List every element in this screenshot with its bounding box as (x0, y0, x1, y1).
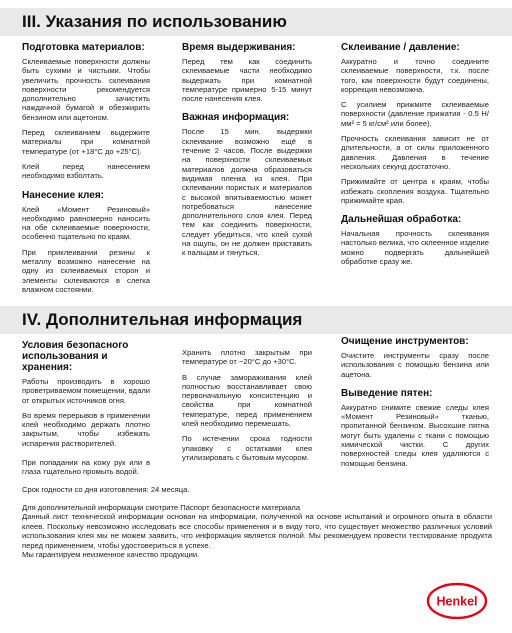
important-info-paragraph: После 15 мин. выдержки склеивание возможно ещё в течение 2 часов. После выдержки на поверхности склеиваемых материалов должна образоваться видимая пленка из клея. При склеивании пористых и материалов с высокой впитываемостью может потребоваться нанесение дополнительного слоя клея. Перед тем как соединить поверхности, следует убедиться, что клей сухой на ощупь, он не должен приставать к пальцам и тянуться. (182, 127, 312, 258)
important-info-heading: Важная информация: (182, 112, 290, 124)
stain-removal-heading: Выведение пятен: (341, 387, 433, 399)
further-processing-heading: Дальнейшая обработка: (341, 214, 462, 226)
preparation-paragraph: Перед склеиванием выдержите материалы при комнатной температуре (от +18°С до +25°С). (22, 128, 150, 156)
disclaimer-line: Для дополнительной информации смотрите Паспорт безопасности материала (22, 503, 301, 512)
section-3-column-2 (182, 42, 312, 267)
tool-cleaning-heading: Очищение инструментов: (341, 336, 469, 347)
drying-time-paragraph: Перед тем как соединить склеиваемые части необходимо выдержать при комнатной температуре примерно 5-15 минут после нанесения клея. (182, 57, 312, 104)
safety-paragraph: Работы производить в хорошо проветриваемом помещении, вдали от открытых источников огня. (22, 377, 150, 405)
section-4-title: IV. Дополнительная информация (0, 306, 512, 334)
bonding-pressure-paragraph: Аккуратно и точно соедините склеиваемые поверхности, т.к. после того, как поверхности будут соединены, коррекция невозможна. (341, 57, 489, 94)
bonding-pressure-paragraph: Прочность склеивания зависит не от длительности, а от силы приложенного давления. Давления в течение нескольких секунд достаточно. (341, 134, 489, 171)
disclaimer-block (22, 503, 492, 559)
application-paragraph: При приклеивании резины к металлу возможно нанесение на одну из склеиваемых сторон и элементы склеиваются в слегка влажном состоянии. (22, 247, 150, 294)
section-4-column-2 (182, 348, 312, 468)
henkel-logo-text: Henkel (436, 594, 478, 609)
section-4-column-1 (22, 340, 150, 483)
storage-paragraph: В случае замораживания клей полностью восстанавливает свою первоначальную консистенцию и свойства при комнатной температуре, перед применением клей необходимо перемешать. (182, 372, 312, 429)
bonding-pressure-paragraph: С усилием прижмите склеиваемые поверхности (давление прижатия - 0.5 Н/мм² = 5 кг/см² или более). (341, 100, 489, 128)
stain-removal-paragraph: Аккуратно снимите свежие следы клея «Момент Резиновый» тканью, пропитанной бензином. Высохшие пятна могут быть удалены с ткани с помощью химической чистки. С других поверхностей следы клея удаляются с помощью бензина. (341, 402, 489, 468)
application-heading: Нанесение клея: (22, 189, 104, 201)
drying-time-heading: Время выдерживания: (182, 42, 296, 53)
shelf-life-note (22, 485, 492, 494)
bonding-pressure-heading: Склеивание / давление: (341, 42, 460, 53)
safety-paragraph: При попадании на кожу рук или в глаза тщательно промыть водой. (22, 458, 150, 477)
disclaimer-line: Мы гарантируем неизменное качество продукции. (22, 550, 200, 560)
section-3-title: III. Указания по использованию (0, 8, 512, 36)
bonding-pressure-paragraph: Прижимайте от центра к краям, чтобы избежать скопления воздуха. Тщательно прижимайте края. (341, 177, 489, 205)
shelf-life-text: Срок годности со дня изготовления: 24 месяца. (22, 485, 190, 494)
preparation-heading: Подготовка материалов: (22, 42, 145, 53)
application-paragraph: Клей «Момент Резиновый» необходимо равномерно наносить на обе склеиваемые поверхности, особенно тщательно по краям. (22, 204, 150, 242)
further-processing-paragraph: Начальная прочность склеивания настолько велика, что склеенное изделие можно подвергать дальнейшей обработке сразу же. (341, 229, 489, 267)
storage-paragraph: Хранить плотно закрытым при температуре от −20°С до +30°С. (182, 348, 312, 367)
section-4-column-3 (341, 336, 489, 477)
preparation-paragraph: Склеиваемые поверхности должны быть сухими и чистыми. Чтобы увеличить прочность склеивания поверхности рекомендуется дополнительно зачистить наждачной бумагой и обезжирить бензином или ацетоном. (22, 57, 150, 122)
safety-storage-heading: Условия безопасного использования и хранения: (22, 340, 129, 373)
henkel-logo (426, 582, 488, 620)
storage-paragraph: По истечении срока годности упаковку с остатками клея утилизировать с бытовым мусором. (182, 434, 312, 462)
safety-paragraph: Во время перерывов в применении клей необходимо держать плотно закрытым, чтобы избежать испарения растворителей. (22, 410, 150, 448)
tool-cleaning-paragraph: Очистите инструменты сразу после использования с помощью бензина или ацетона. (341, 351, 489, 379)
preparation-paragraph: Клей перед нанесением необходимо взболтать. (22, 161, 150, 181)
section-3-column-1 (22, 42, 150, 303)
section-3-column-3 (341, 42, 489, 275)
disclaimer-line: Данный лист технической информации основан на информации, полученной на основе испытаний и огромного опыта в области клеев. Поскольку невозможно исследовать все способы применения и в виду того, что существует множество различных условий использования клея мы не можем заявить, что информация является полной. Мы рекомендуем провести тестирование продукта перед применением, чтобы удостовериться в успехе. (22, 512, 492, 550)
